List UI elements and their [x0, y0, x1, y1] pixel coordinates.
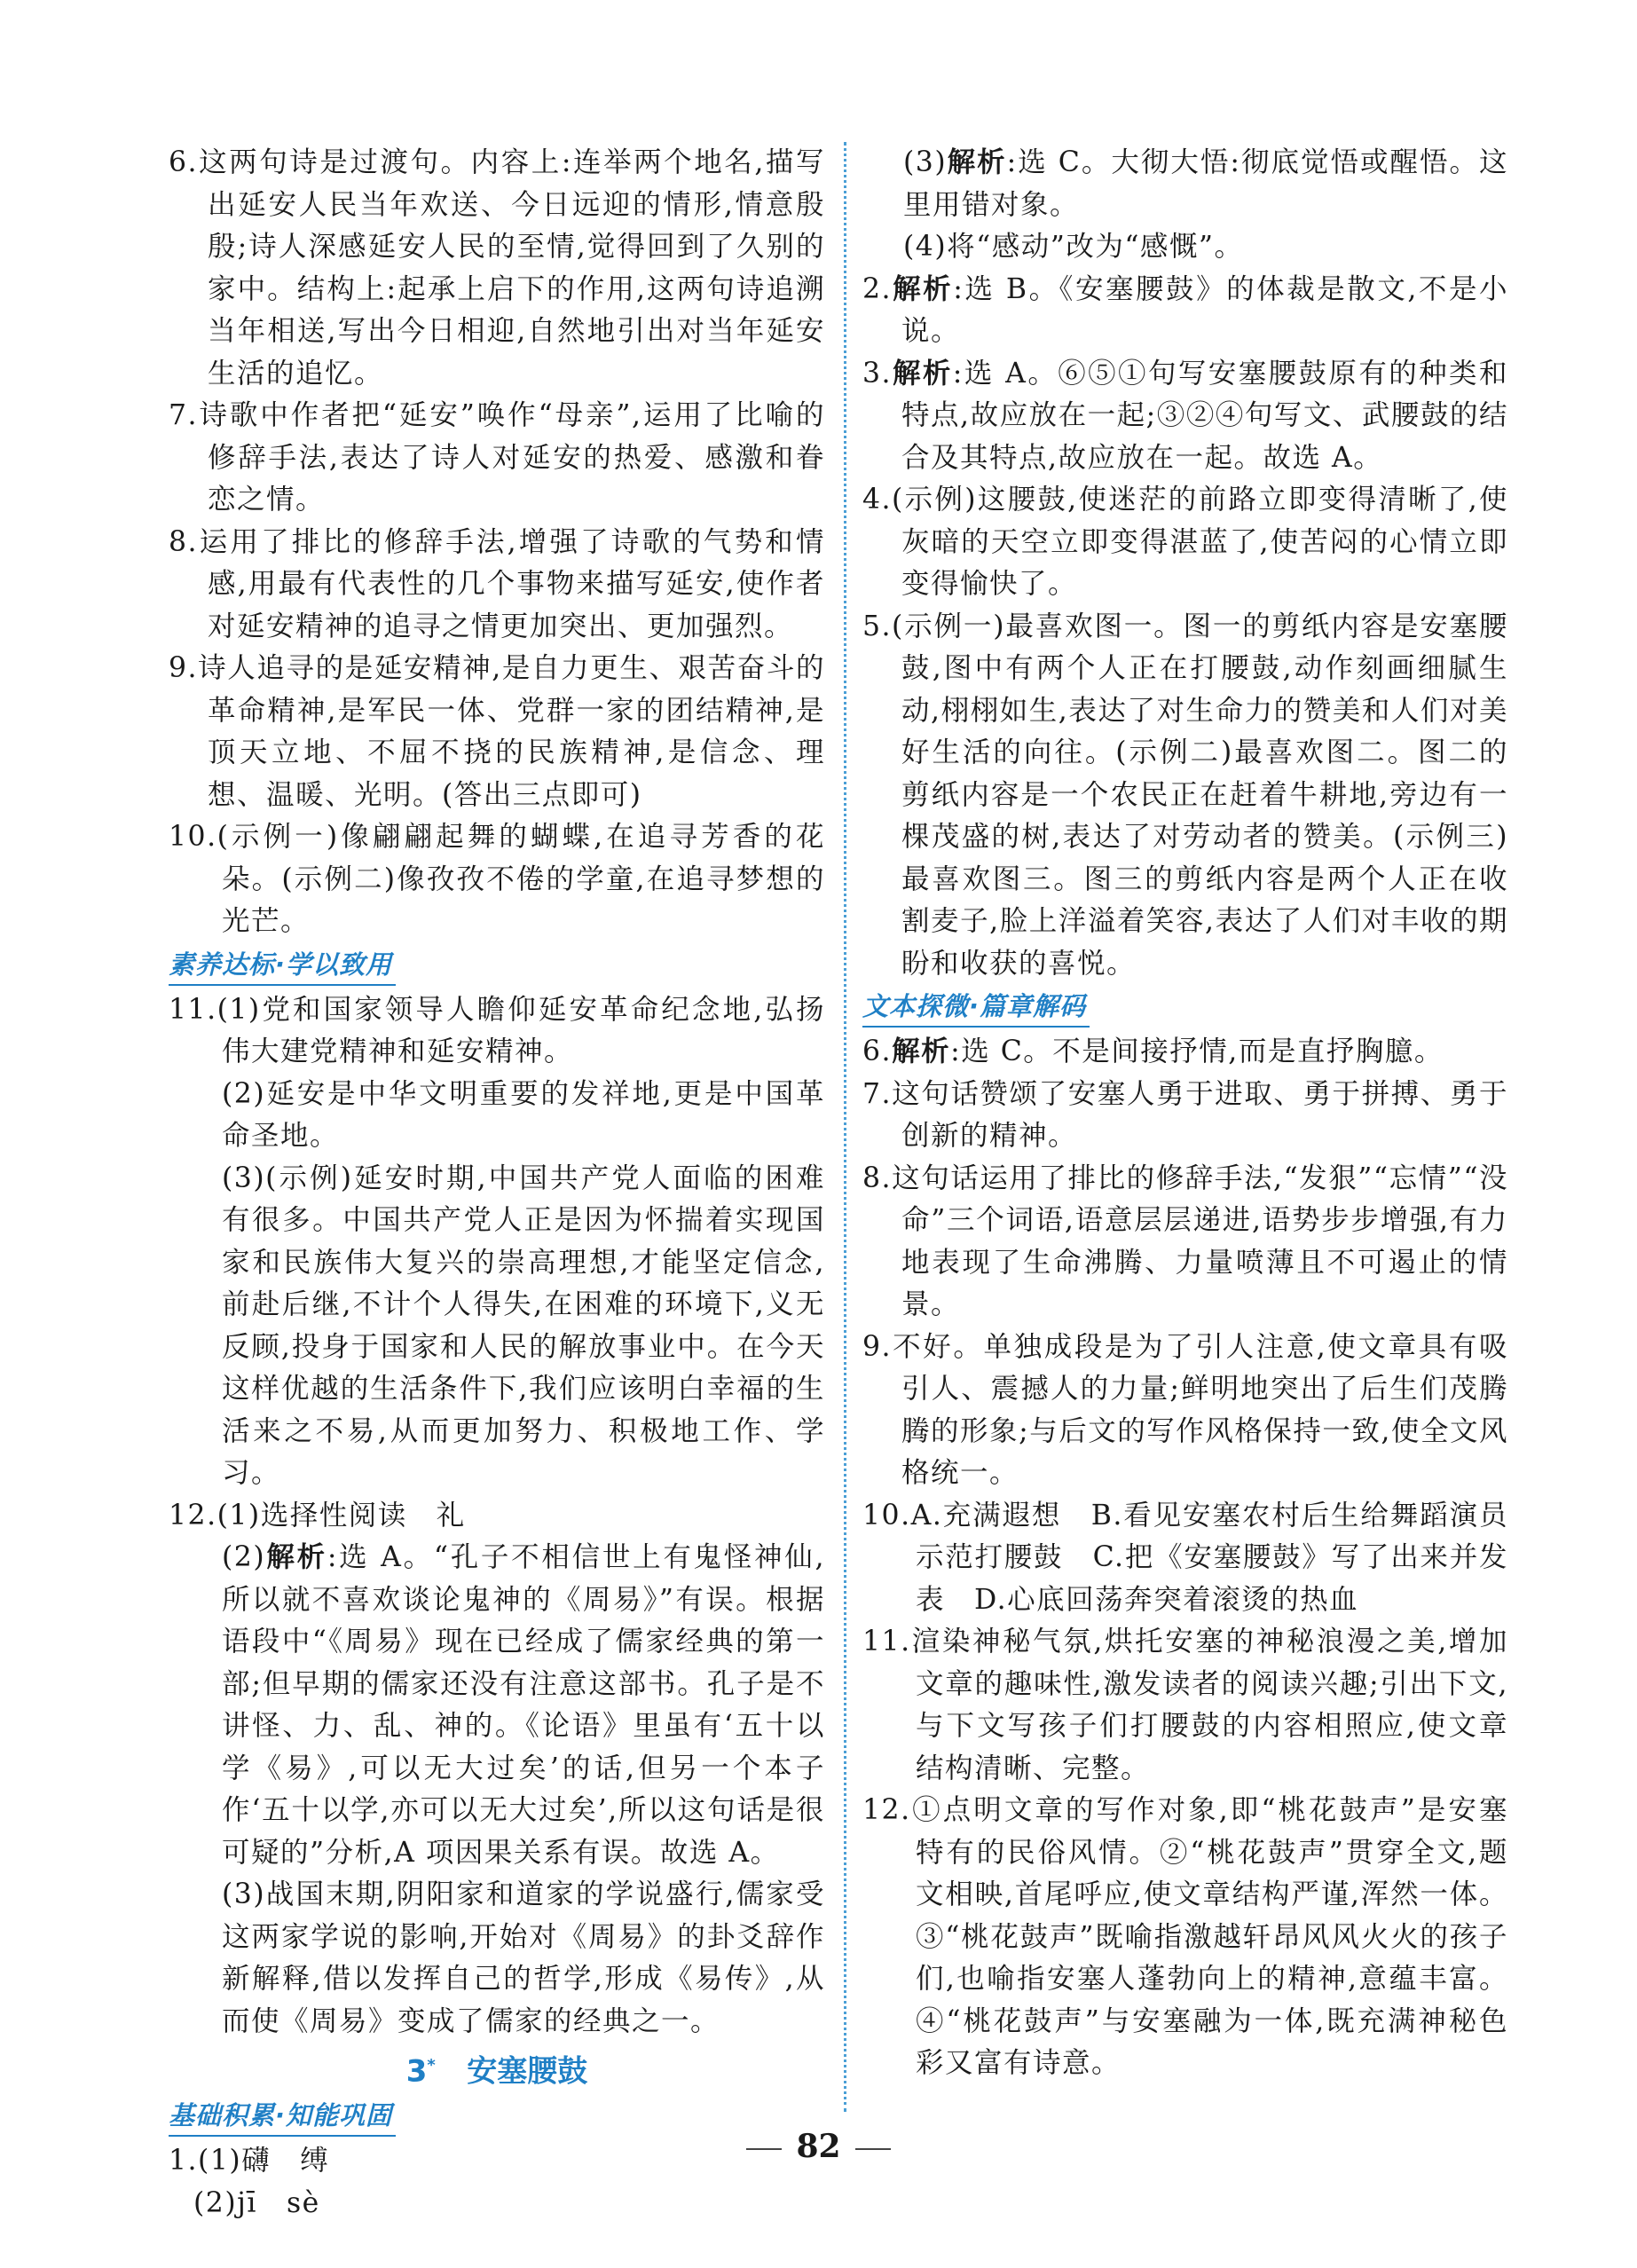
answer-1-1: 1.(1)礴 缚	[169, 2145, 330, 2177]
answer-12-2-label: (2)	[222, 1541, 266, 1573]
answer-3-num: 3.	[862, 357, 893, 390]
answer-r7: 7.这句话赞颂了安塞人勇于进取、勇于拼搏、勇于创新的精神。	[862, 1077, 1508, 1152]
answer-r6	[862, 1031, 1508, 1074]
answer-7: 7.诗歌中作者把“延安”唤作“母亲”,运用了比喻的修辞手法,表达了诗人对延安的热爱、感激和眷恋之情。	[169, 399, 825, 516]
footer-dash-left	[746, 2148, 782, 2150]
lesson-name: 安塞腰鼓	[467, 2053, 588, 2090]
answer-r8: 8.这句话运用了排比的修辞手法,“发狠”“忘情”“没命”三个词语,语意层层递进,语势步步增强,有力地表现了生命沸腾、力量喷薄且不可遏止的情景。	[862, 1162, 1508, 1320]
analysis-label: 解析	[892, 272, 954, 305]
answer-1-3-text: :选 C。大彻大悟:彻底觉悟或醒悟。这里用错对象。	[903, 146, 1508, 221]
answer-11-3: (3)(示例)延安时期,中国共产党人面临的困难有很多。中国共产党人正是因为怀揣着实现国家和民族伟大复兴的崇高理想,才能坚定信念,前赴后继,不计个人得失,在困难的环境下,义无反顾,投身于国家和人民的解放事业中。在今天这样优越的生活条件下,我们应该明白幸福的生活来之不易,从而更加努力、积极地工作、学习。	[222, 1162, 825, 1489]
analysis-label: 解析	[947, 146, 1007, 178]
analysis-label: 解析	[892, 1036, 951, 1067]
answer-1-2: (2)jī sè	[193, 2186, 320, 2219]
section-heading-text-analysis: 文本探微·篇章解码	[862, 987, 1090, 1028]
answer-9: 9.诗人追寻的是延安精神,是自力更生、艰苦奋斗的革命精神,是军民一体、党群一家的团结精神,是顶天立地、不屈不挠的民族精神,是信念、理想、温暖、光明。(答出三点即可)	[169, 652, 825, 811]
answer-5: 5.(示例一)最喜欢图一。图一的剪纸内容是安塞腰鼓,图中有两个人正在打腰鼓,动作刻画细腻生动,栩栩如生,表达了对生命力的赞美和人们对美好生活的向往。(示例二)最喜欢图二。图二的剪纸内容是一个农民正在赶着牛耕地,旁边有一棵茂盛的树,表达了对劳动者的赞美。(示例三)最喜欢图三。图三的剪纸内容是两个人正在收割麦子,脸上洋溢着笑容,表达了人们对丰收的期盼和收获的喜悦。	[862, 610, 1508, 980]
page-number: 82	[796, 2128, 841, 2165]
column-divider	[844, 142, 846, 2112]
lesson-number: 3	[405, 2053, 428, 2090]
answer-3	[862, 353, 1508, 480]
answer-r9: 9.不好。单独成段是为了引人注意,使文章具有吸引人、震撼人的力量;鲜明地突出了后生们茂腾腾的形象;与后文的写作风格保持一致,使全文风格统一。	[862, 1330, 1508, 1489]
right-column	[862, 142, 1508, 2085]
answer-8: 8.运用了排比的修辞手法,增强了诗歌的气势和情感,用最有代表性的几个事物来描写延安,使作者对延安精神的追寻之情更加突出、更加强烈。	[169, 525, 825, 642]
answer-2-text: :选 B。《安塞腰鼓》的体裁是散文,不是小说。	[901, 272, 1508, 347]
lesson-title	[169, 2043, 825, 2094]
answer-1-4: (4)将“感动”改为“感慨”。	[903, 231, 1244, 263]
section-heading-literacy: 素养达标·学以致用	[169, 945, 396, 986]
answer-2-num: 2.	[862, 272, 893, 305]
answer-12-2	[169, 1537, 825, 1874]
answer-11-2: (2)延安是中华文明重要的发祥地,更是中国革命圣地。	[222, 1077, 825, 1152]
answer-10: 10.(示例一)像翩翩起舞的蝴蝶,在追寻芳香的花朵。(示例二)像孜孜不倦的学童,在追寻梦想的光芒。	[169, 821, 825, 937]
answer-6: 6.这两句诗是过渡句。内容上:连举两个地名,描写出延安人民当年欢送、今日远迎的情形,情意殷殷;诗人深感延安人民的至情,觉得回到了久别的家中。结构上:起承上启下的作用,这两句诗追溯当年相送,写出今日相迎,自然地引出对当年延安生活的追忆。	[169, 146, 825, 390]
answer-3-text: :选 A。⑥⑤①句写安塞腰鼓原有的种类和特点,故应放在一起;③②④句写文、武腰鼓的结合及其特点,故应放在一起。故选 A。	[901, 357, 1508, 474]
answer-r10: 10.A.充满遐想 B.看见安塞农村后生给舞蹈演员示范打腰鼓 C.把《安塞腰鼓》写了出来并发表 D.心底回荡奔突着滚烫的热血	[862, 1499, 1508, 1616]
answer-2	[862, 269, 1508, 353]
footer-dash-right	[855, 2148, 891, 2150]
analysis-label: 解析	[892, 357, 953, 390]
answer-1-3-label: (3)	[903, 146, 948, 178]
answer-11-1: 11.(1)党和国家领导人瞻仰延安革命纪念地,弘扬伟大建党精神和延安精神。	[169, 993, 825, 1067]
answer-12-2-text: :选 A。“孔子不相信世上有鬼怪神仙,所以就不喜欢谈论鬼神的《周易》”有误。根据语段中“《周易》现在已经成了儒家经典的第一部;但早期的儒家还没有注意这部书。孔子是不讲怪、力、乱、神的。《论语》里虽有‘五十以学《易》,可以无大过矣’的话,但另一个本子作‘五十以学,亦可以无大过矣’,所以这句话是很可疑的”分析,A 项因果关系有误。故选 A。	[222, 1541, 825, 1869]
answer-4: 4.(示例)这腰鼓,使迷茫的前路立即变得清晰了,使灰暗的天空立即变得湛蓝了,使苦闷的心情立即变得愉快了。	[862, 484, 1508, 600]
analysis-label: 解析	[265, 1541, 327, 1573]
left-column	[169, 142, 825, 2225]
answer-r11: 11.渲染神秘气氛,烘托安塞的神秘浪漫之美,增加文章的趣味性,激发读者的阅读兴趣;引出下文,与下文写孩子们打腰鼓的内容相照应,使文章结构清晰、完整。	[862, 1626, 1508, 1784]
section-heading-basics: 基础积累·知能巩固	[169, 2096, 396, 2137]
answer-r6-num: 6.	[862, 1036, 893, 1067]
answer-12-3: (3)战国末期,阴阳家和道家的学说盛行,儒家受这两家学说的影响,开始对《周易》的卦爻辞作新解释,借以发挥自己的哲学,形成《易传》,从而使《周易》变成了儒家的经典之一。	[222, 1878, 825, 2037]
lesson-star: *	[427, 2056, 436, 2075]
answer-r12: 12.①点明文章的写作对象,即“桃花鼓声”是安塞特有的民俗风情。②“桃花鼓声”贯穿全文,题文相映,首尾呼应,使文章结构严谨,浑然一体。③“桃花鼓声”既喻指激越轩昂风风火火的孩子们,也喻指安塞人蓬勃向上的精神,意蕴丰富。④“桃花鼓声”与安塞融为一体,既充满神秘色彩又富有诗意。	[862, 1794, 1508, 2079]
answer-12-1: 12.(1)选择性阅读 礼	[169, 1499, 466, 1532]
answer-r6-text: :选 C。不是间接抒情,而是直抒胸臆。	[950, 1036, 1444, 1067]
answer-1-3	[862, 142, 1508, 226]
page-footer	[0, 2128, 1637, 2165]
